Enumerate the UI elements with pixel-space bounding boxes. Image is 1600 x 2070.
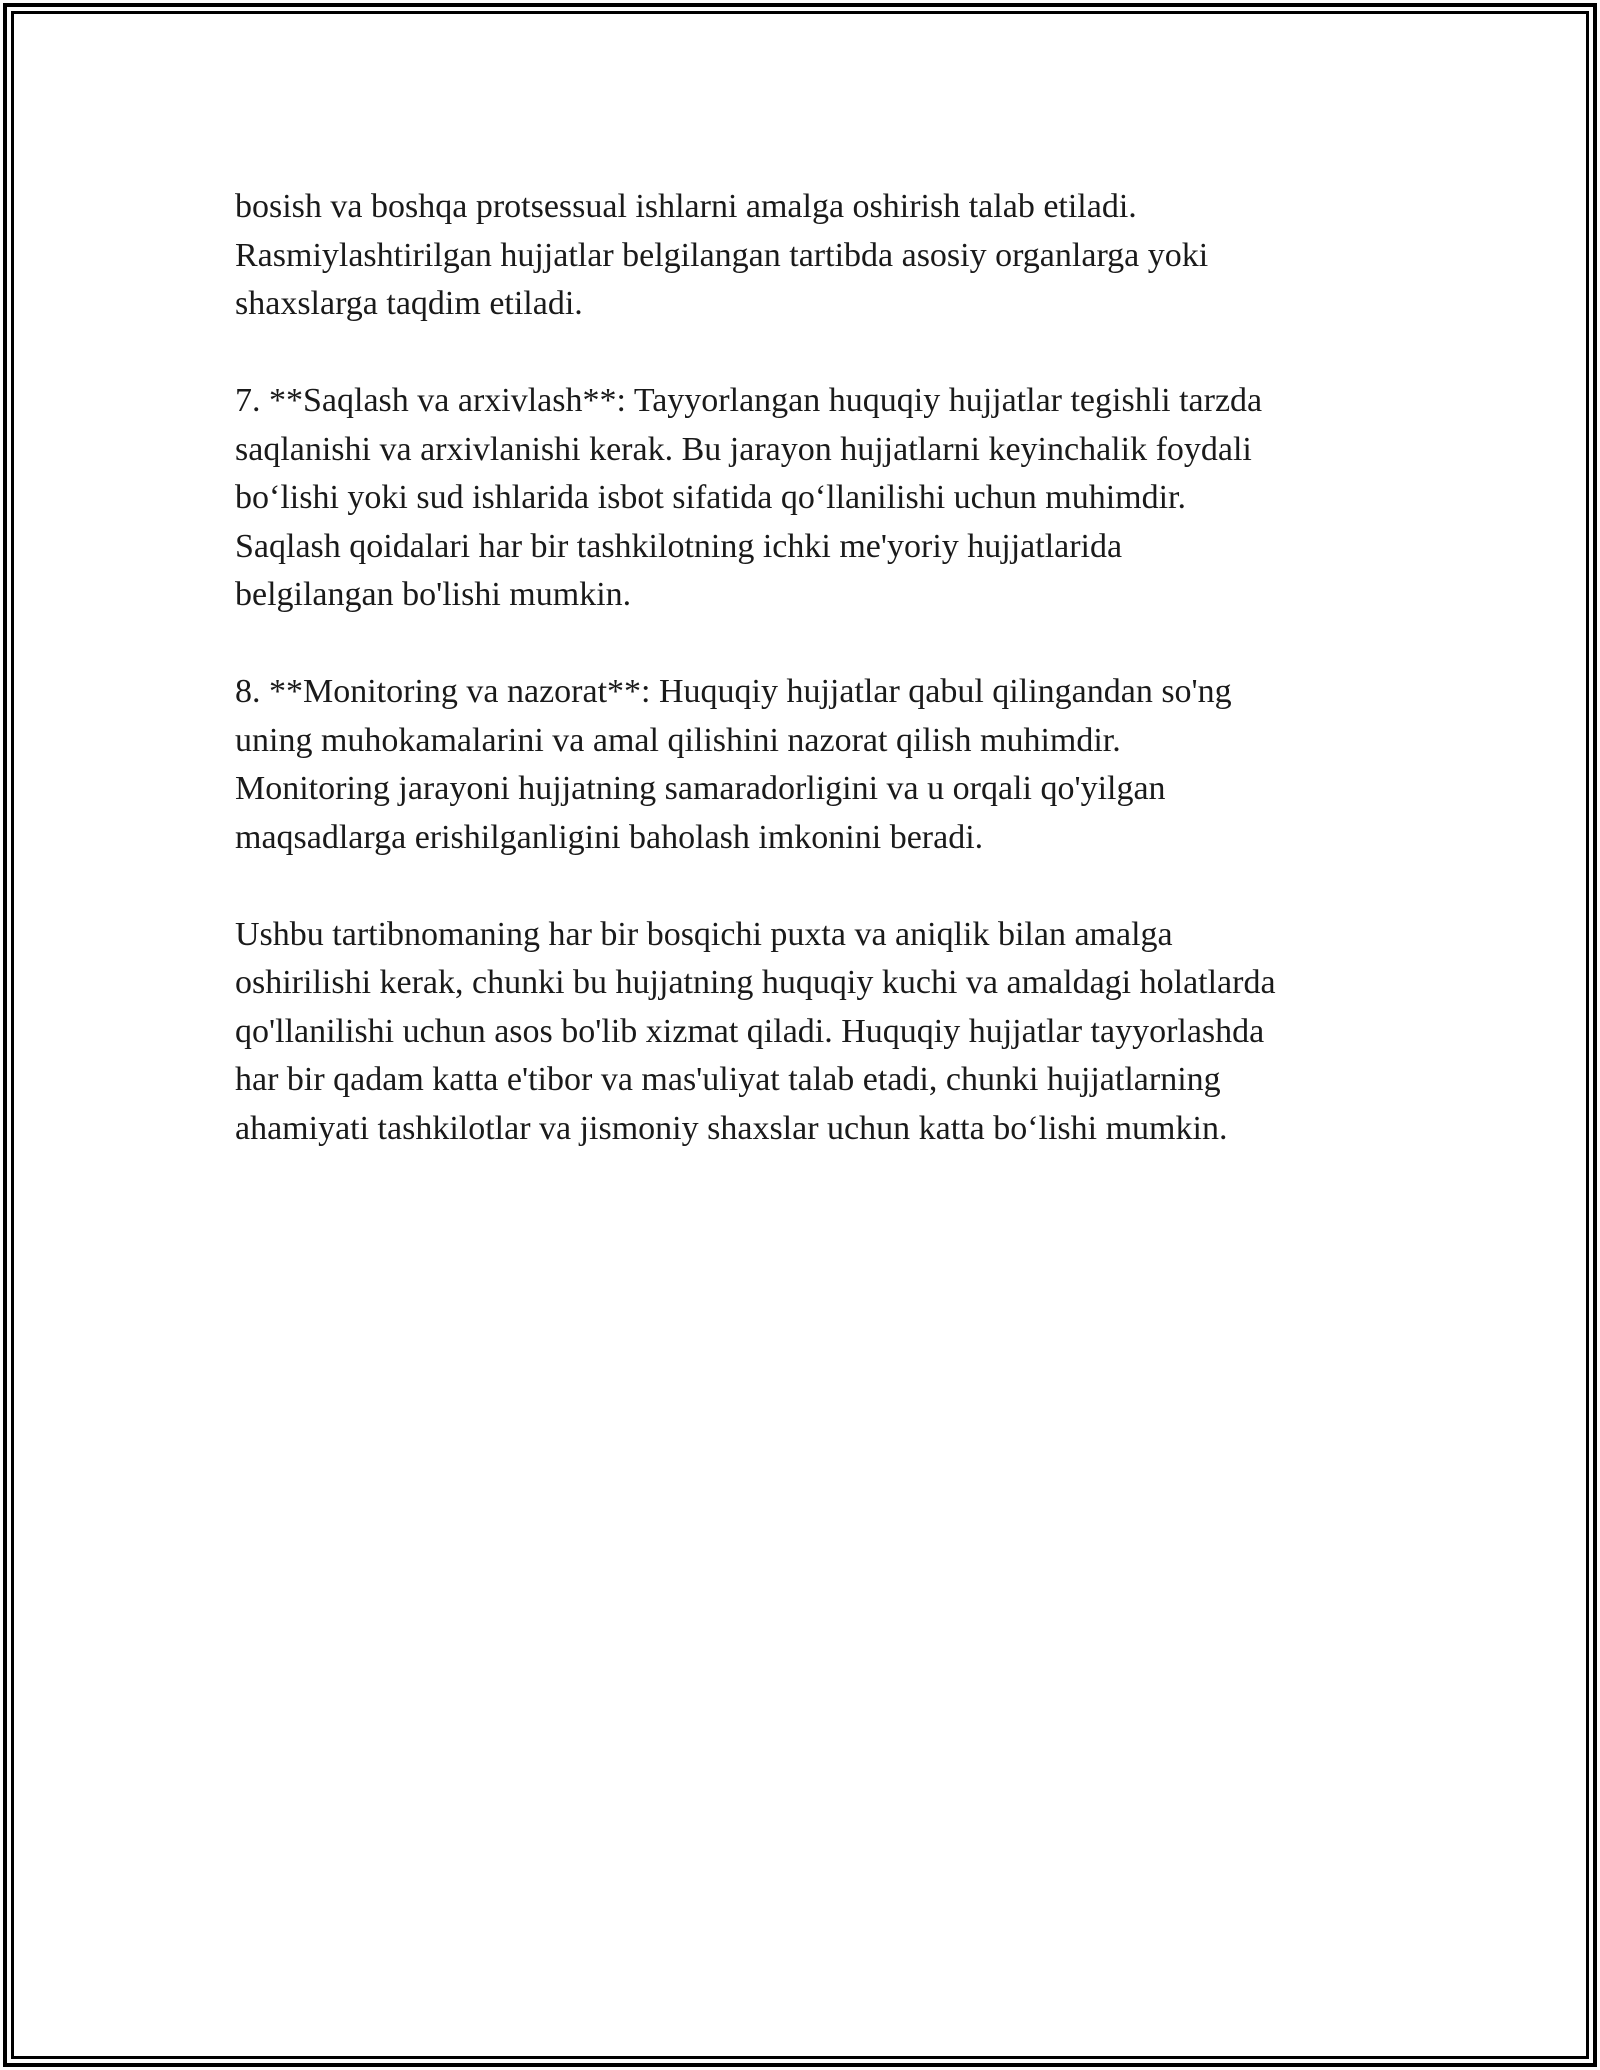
text-line: ahamiyati tashkilotlar va jismoniy shaxslar uchun katta bo‘lishi mumkin. [235,1109,1228,1147]
text-line: 7. **Saqlash va arxivlash**: Tayyorlangan huquqiy hujjatlar tegishli tarzda [235,382,1263,419]
text-line: belgilangan bo'lishi mumkin. [235,576,632,613]
text-line: Ushbu tartibnomaning har bir bosqichi puxta va aniqlik bilan amalga [235,915,1173,953]
text-line: maqsadlarga erishilganligini baholash imkonini beradi. [235,818,984,856]
text-line: bosish va boshqa protsessual ishlarni amalga oshirish talab etiladi. [235,188,1137,225]
paragraph-continuation [235,183,1375,329]
text-line: saqlanishi va arxivlanishi kerak. Bu jarayon hujjatlarni keyinchalik foydali [235,430,1252,468]
text-line: Monitoring jarayoni hujjatning samaradorligini va u orqali qo'yilgan [235,770,1166,807]
text-line: Rasmiylashtirilgan hujjatlar belgilangan tartibda asosiy organlarga yoki [235,236,1209,274]
text-line: shaxslarga taqdim etiladi. [235,285,583,322]
text-line: oshirilishi kerak, chunki bu hujjatning huquqiy kuchi va amaldagi holatlarda [235,964,1276,1001]
paragraph-step-7 [235,377,1375,620]
text-line: qo'llanilishi uchun asos bo'lib xizmat qiladi. Huquqiy hujjatlar tayyorlashda [235,1012,1265,1050]
text-line: uning muhokamalarini va amal qilishini nazorat qilish muhimdir. [235,721,1121,759]
paragraph-conclusion [235,911,1375,1154]
text-line: bo‘lishi yoki sud ishlarida isbot sifatida qo‘llanilishi uchun muhimdir. [235,479,1186,516]
text-line: Saqlash qoidalari har bir tashkilotning ichki me'yoriy hujjatlarida [235,527,1123,565]
document-body [235,183,1375,1202]
text-line: har bir qadam katta e'tibor va mas'uliyat talab etadi, chunki hujjatlarning [235,1061,1221,1098]
text-line: 8. **Monitoring va nazorat**: Huquqiy hujjatlar qabul qilingandan so'ng [235,673,1232,710]
paragraph-step-8 [235,668,1375,862]
